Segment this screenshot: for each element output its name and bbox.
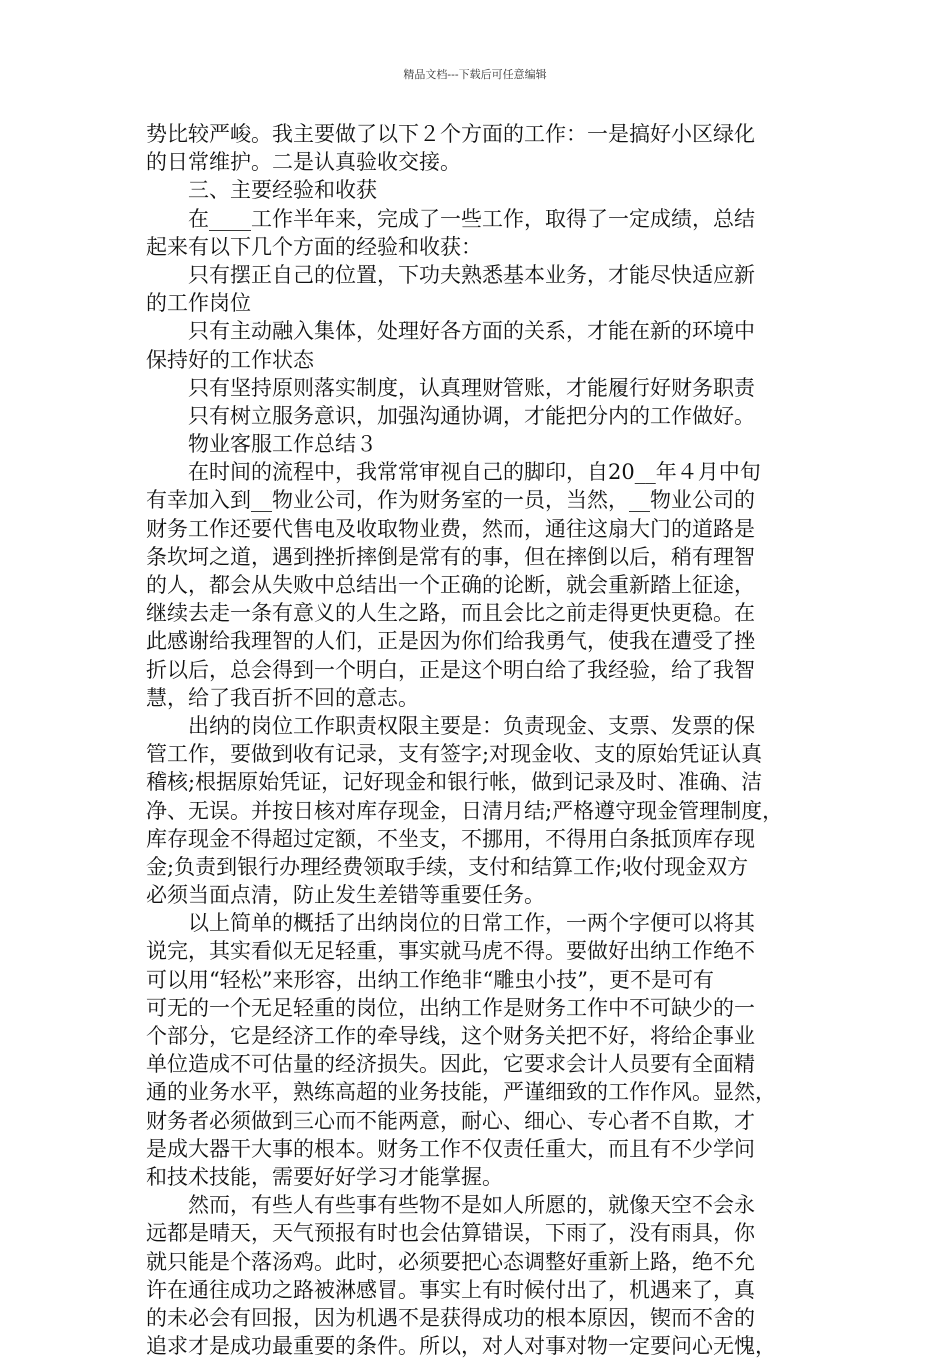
- text-line: 财务者必须做到三心而不能两意，耐心、细心、专心者不自欺，才: [146, 1108, 755, 1133]
- text-line: 的人，都会从失败中总结出一个正确的论断，就会重新踏上征途，: [146, 573, 755, 597]
- text-line: 就只能是个落汤鸡。此时，必须要把心态调整好重新上路，绝不允: [146, 1249, 755, 1274]
- text-line: 只有主动融入集体，处理好各方面的关系，才能在新的环境中: [146, 319, 755, 344]
- text-line: 的未必会有回报，因为机遇不是获得成功的根本原因，锲而不舍的: [146, 1305, 755, 1330]
- text-line: 许在通往成功之路被淋感冒。事实上有时候付出了，机遇来了，真: [146, 1277, 755, 1302]
- document-body: [146, 120, 806, 1360]
- text-line: 只有树立服务意识，加强沟通协调，才能把分内的工作做好。: [146, 403, 755, 428]
- text-line: 三、主要经验和收获: [146, 178, 377, 203]
- text-line: 通的业务水平，熟练高超的业务技能，严谨细致的工作作风。显然，: [146, 1080, 776, 1105]
- text-line: 稽核;根据原始凭证，记好现金和银行帐，做到记录及时、准确、洁: [146, 770, 763, 795]
- text-line: 折以后，总会得到一个明白，正是这个明白给了我经验，给了我智: [146, 657, 755, 682]
- text-line: 条坎坷之道，遇到挫折摔倒是常有的事，但在摔倒以后，稍有理智: [146, 544, 755, 569]
- text-line: 只有坚持原则落实制度，认真理财管账，才能履行好财务职责: [146, 375, 755, 400]
- text-line: 只有摆正自己的位置，下功夫熟悉基本业务，才能尽快适应新: [146, 262, 755, 287]
- text-line: 追求才是成功最重要的条件。所以，对人对事对物一定要问心无愧，: [146, 1334, 776, 1359]
- text-line: 出纳的岗位工作职责权限主要是：负责现金、支票、发票的保: [146, 713, 755, 738]
- text-line: 必须当面点清，防止发生差错等重要任务。: [146, 883, 545, 908]
- text-line: 有幸加入到__物业公司，作为财务室的一员，当然，__物业公司的: [146, 488, 755, 513]
- text-line: 净、无误。并按日核对库存现金，日清月结;严格遵守现金管理制度，: [146, 798, 784, 823]
- text-line: 在时间的流程中，我常常审视自己的脚印，自20__年４月中旬: [146, 460, 761, 485]
- text-line: 可无的一个无足轻重的岗位，出纳工作是财务工作中不可缺少的一: [146, 995, 755, 1020]
- text-line: 是成大器干大事的根本。财务工作不仅责任重大，而且有不少学问: [146, 1136, 755, 1161]
- text-line: 继续去走一条有意义的人生之路，而且会比之前走得更快更稳。在: [146, 601, 755, 626]
- text-line: 慧，给了我百折不回的意志。: [146, 685, 419, 710]
- text-line: 此感谢给我理智的人们，正是因为你们给我勇气，使我在遭受了挫: [146, 629, 755, 654]
- text-line: 的工作岗位: [146, 291, 251, 316]
- text-line: 单位造成不可估量的经济损失。因此，它要求会计人员要有全面精: [146, 1052, 755, 1077]
- text-line: 个部分，它是经济工作的牵导线，这个财务关把不好，将给企事业: [146, 1024, 755, 1048]
- text-line: 保持好的工作状态: [146, 347, 314, 372]
- text-line: 在____工作半年来，完成了一些工作，取得了一定成绩，总结: [146, 206, 755, 231]
- text-line: 远都是晴天，天气预报有时也会估算错误，下雨了，没有雨具，你: [146, 1221, 755, 1246]
- text-line: 势比较严峻。我主要做了以下２个方面的工作：一是搞好小区绿化: [146, 122, 755, 146]
- page-header: 精品文档---下载后可任意编辑: [403, 68, 547, 81]
- text-line: 物业客服工作总结３: [146, 432, 377, 457]
- text-line: 可以用“轻松”来形容，出纳工作绝非“雕虫小技”，更不是可有: [146, 967, 714, 992]
- text-line: 金;负责到银行办理经费领取手续，支付和结算工作;收付现金双方: [146, 854, 749, 879]
- text-line: 管工作，要做到收有记录，支有签字;对现金收、支的原始凭证认真: [146, 742, 763, 767]
- text-line: 以上简单的概括了出纳岗位的日常工作，一两个字便可以将其: [146, 911, 755, 936]
- text-line: 起来有以下几个方面的经验和收获：: [146, 234, 482, 259]
- text-line: 说完，其实看似无足轻重，事实就马虎不得。要做好出纳工作绝不: [146, 939, 755, 964]
- text-line: 和技术技能，需要好好学习才能掌握。: [146, 1164, 503, 1189]
- text-line: 库存现金不得超过定额，不坐支，不挪用，不得用白条抵顶库存现: [146, 826, 755, 851]
- text-line: 财务工作还要代售电及收取物业费，然而，通往这扇大门的道路是: [146, 516, 755, 541]
- text-line: 然而，有些人有些事有些物不是如人所愿的，就像天空不会永: [146, 1193, 755, 1218]
- text-line: 的日常维护。二是认真验收交接。: [146, 150, 461, 175]
